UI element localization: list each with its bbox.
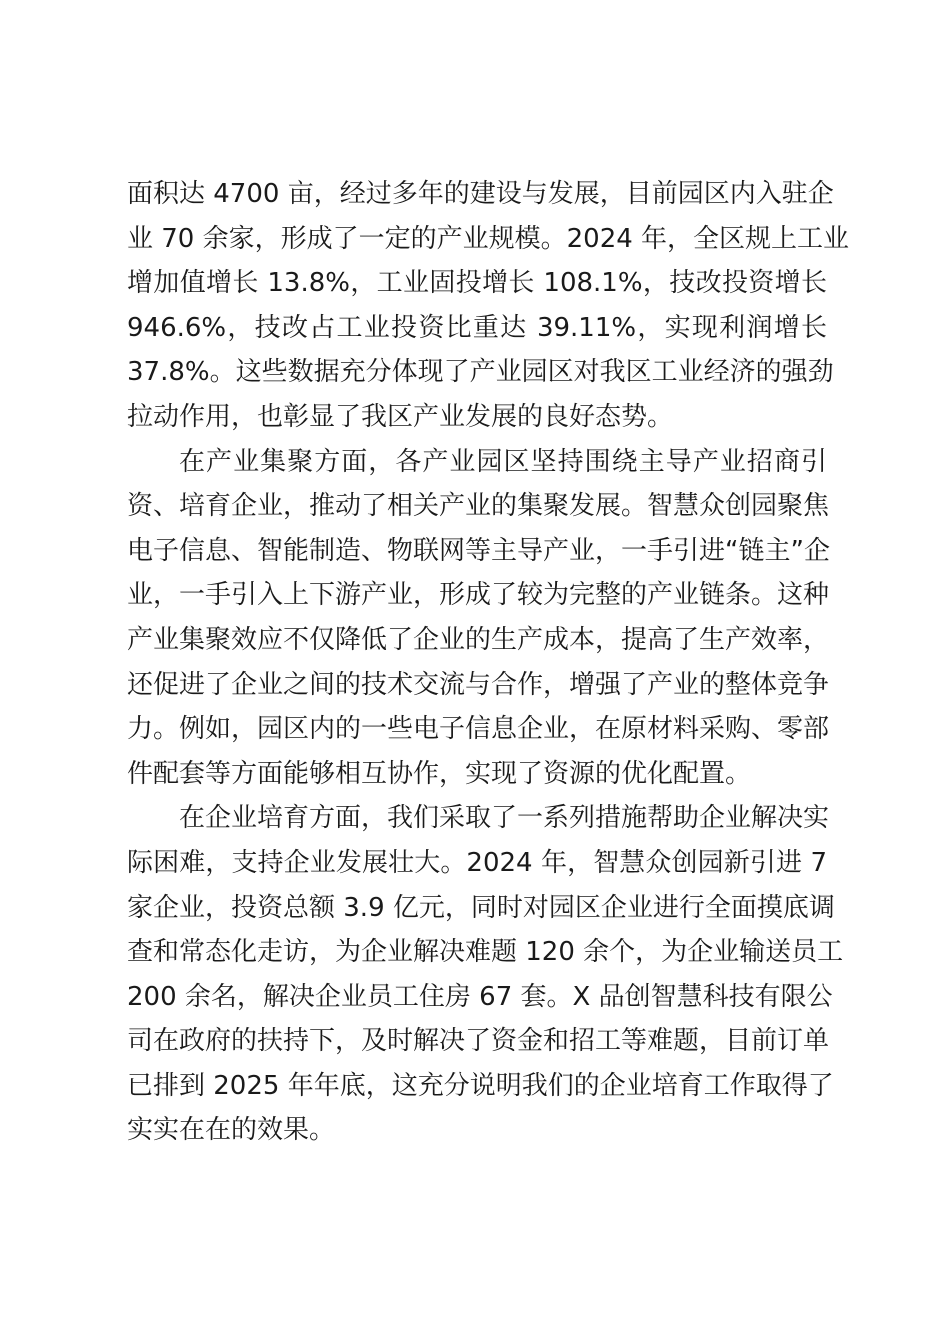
text-line: 力。例如，园区内的一些电子信息企业，在原材料采购、零部 (127, 714, 830, 745)
text-line: 还促进了企业之间的技术交流与合作，增强了产业的整体竞争 (127, 669, 830, 700)
text-line: 家企业，投资总额 3.9 亿元，同时对园区企业进行全面摸底调 (127, 892, 835, 923)
text-line: 业，一手引入上下游产业，形成了较为完整的产业链条。这种 (127, 580, 830, 611)
text-line: 际困难，支持企业发展壮大。2024 年，智慧众创园新引进 7 (127, 847, 827, 878)
text-line: 在产业集聚方面，各产业园区坚持围绕主导产业招商引 (179, 446, 827, 477)
text-line: 已排到 2025 年年底，这充分说明我们的企业培育工作取得了 (127, 1070, 834, 1101)
text-line: 实实在在的效果。 (127, 1115, 336, 1146)
text-line: 资、培育企业，推动了相关产业的集聚发展。智慧众创园聚焦 (127, 491, 830, 522)
text-line: 200 余名，解决企业员工住房 67 套。X 品创智慧科技有限公 (127, 981, 833, 1012)
text-line: 司在政府的扶持下，及时解决了资金和招工等难题，目前订单 (127, 1026, 830, 1057)
paragraph (127, 172, 850, 440)
text-line: 增加值增长 13.8%，工业固投增长 108.1%，技改投资增长 (127, 268, 827, 299)
document-body (127, 172, 850, 1153)
text-line: 37.8%。这些数据充分体现了产业园区对我区工业经济的强劲 (127, 357, 834, 388)
text-line: 面积达 4700 亩，经过多年的建设与发展，目前园区内入驻企 (127, 179, 834, 209)
text-line: 业 70 余家，形成了一定的产业规模。2024 年，全区规上工业 (127, 223, 850, 254)
text-line: 在企业培育方面，我们采取了一系列措施帮助企业解决实 (179, 803, 830, 834)
text-line: 拉动作用，也彰显了我区产业发展的良好态势。 (127, 401, 674, 432)
text-line: 产业集聚效应不仅降低了企业的生产成本，提高了生产效率， (127, 624, 830, 655)
text-line: 电子信息、智能制造、物联网等主导产业，一手引进“链主”企 (127, 535, 830, 566)
text-line: 946.6%，技改占工业投资比重达 39.11%，实现利润增长 (127, 312, 827, 343)
text-line: 查和常态化走访，为企业解决难题 120 余个，为企业输送员工 (127, 937, 844, 968)
paragraph (127, 440, 830, 797)
paragraph (127, 796, 844, 1153)
text-line: 件配套等方面能够相互协作，实现了资源的优化配置。 (127, 758, 752, 789)
